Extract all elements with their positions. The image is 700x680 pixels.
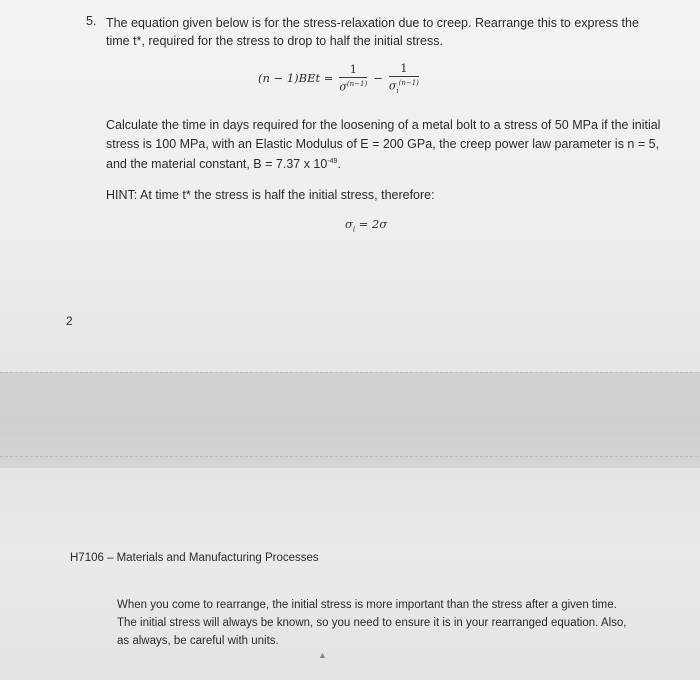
question-number: 5. <box>86 14 97 28</box>
page-number: 2 <box>66 314 73 328</box>
stress-relaxation-equation <box>258 62 419 95</box>
equation-lhs: (n − 1)BEt = <box>258 71 334 86</box>
fraction-stress <box>339 63 367 94</box>
fraction-numerator: 1 <box>400 62 408 75</box>
minus-operator: − <box>373 71 383 86</box>
fraction-initial-stress <box>389 62 419 95</box>
initial-stress-equation: $\sigma_i = 2\sigma$ <box>345 217 388 234</box>
page-divider-bottom <box>0 456 700 457</box>
calculation-text: Calculate the time in days required for the loosening of a metal bolt to a stress of 50 MPa if the initial stress is 100 MPa, with an Elastic Modulus of E = 200 GPa, the creep power law parameter is n = 5, and the material constant, B = 7.37 x $10^{-49}$. <box>106 118 661 172</box>
course-title: H7106 – Materials and Manufacturing Processes <box>70 552 319 564</box>
fraction-denominator: $\sigma_i^{(n-1)}$ <box>388 79 419 95</box>
exponent: -49 <box>327 158 338 165</box>
advice-note: When you come to rearrange, the initial stress is more important than the stress after a given time. The initial stress will always be known, so you need to ensure it is in your rearranged equation. Also, as always, be careful with units. <box>117 599 627 647</box>
page-gap <box>0 372 700 468</box>
page-divider-top <box>0 372 700 373</box>
fraction-denominator: $\sigma^{(n-1)}$ <box>339 80 368 94</box>
fraction-numerator: 1 <box>349 63 357 77</box>
hint-text: HINT: At time t* the stress is half the initial stress, therefore: <box>106 188 435 202</box>
cursor-icon: ▲ <box>318 650 327 660</box>
question-text: The equation given below is for the stress-relaxation due to creep. Rearrange this to express the time t*, required for the stress to drop to half the initial stress. <box>106 16 639 48</box>
